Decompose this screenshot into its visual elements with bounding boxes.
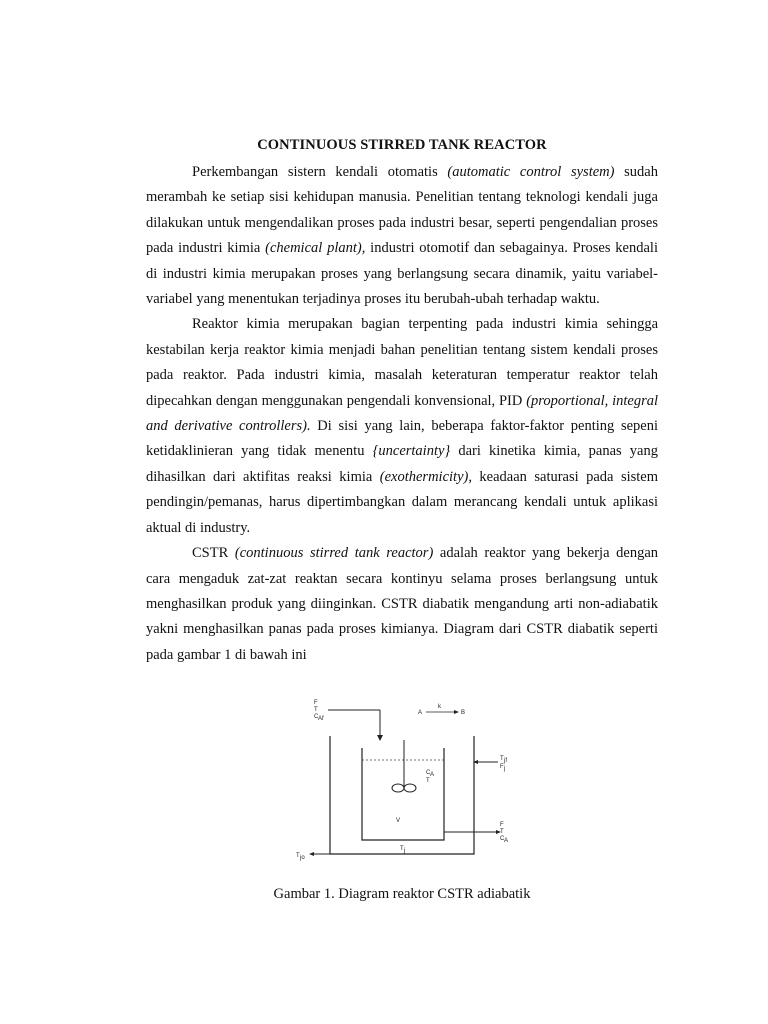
outlet-label-temp: T: [500, 829, 504, 835]
italic-term: (exothermicity),: [379, 468, 472, 485]
outlet-label-conc: C: [500, 836, 505, 842]
italic-term: (automatic control system): [447, 164, 615, 180]
text-run: Di sisi yang lain, beberapa faktor-faktor penting sepeni ketidaklinieran yang tidak menentu: [146, 418, 658, 460]
tank-label-conc: C: [426, 770, 431, 776]
jacket-outlet-temp-sub: jo: [300, 855, 305, 861]
reaction-rate: k: [438, 704, 441, 710]
inlet-label-temp: T: [314, 707, 318, 713]
reaction-product: B: [461, 710, 466, 716]
italic-term: (chemical plant),: [265, 240, 366, 257]
jacket-temp-label: T: [400, 846, 404, 852]
tank-label-conc-sub: A: [430, 772, 435, 778]
jacket-inlet-temp: T: [500, 756, 504, 762]
reaction-reactant: A: [418, 710, 423, 716]
text-run: industri otomotif dan sebagainya. Proses kendali di industri kimia merupakan proses yang berlangsung secara dinamik, yaitu variabel-variabel yang menentukan terjadinya proses itu berubah-ubah terhadap waktu.: [146, 240, 658, 308]
jacket-inlet-flow-sub: j: [504, 766, 506, 772]
text-run: Reaktor kimia merupakan bagian terpenting pada industri kimia sehingga kestabilan kerja reaktor kimia menjadi bahan penelitian tentang sistem kendali proses pada reaktor. Pada industri kimia, masalah keteraturan temperatur reaktor telah dipecahkan dengan menggunakan pengendali konvensional, PID: [146, 316, 658, 409]
text-run: sudah merambah ke setiap sisi kehidupan manusia. Penelitian tentang teknologi kendali juga dilakukan untuk mengendalikan proses pada industri besar, seperti pengendalian proses pada industri kimia: [146, 164, 658, 257]
jacket-temp-sub: j: [404, 848, 406, 854]
document-page: [146, 130, 658, 668]
inlet-label-conc-sub: Af: [318, 716, 324, 722]
text-run: dari kinetika kimia, panas yang dihasilkan dari aktifitas reaksi kimia: [146, 443, 658, 485]
inlet-label-conc: C: [314, 714, 319, 720]
text-run: Perkembangan sistern kendali otomatis: [192, 164, 448, 180]
jacket-inlet-temp-sub: jf: [504, 758, 507, 764]
italic-term: {uncertainty}: [372, 443, 451, 460]
italic-term: (continuous stirred tank reactor): [234, 545, 434, 562]
document-title: CONTINUOUS STIRRED TANK REACTOR: [257, 137, 547, 153]
outlet-label-flow: F: [500, 822, 504, 828]
paragraph-1: [146, 160, 658, 312]
inlet-label-flow: F: [314, 700, 318, 706]
italic-term: (proportional, integral and derivative controllers).: [146, 392, 659, 435]
cstr-diagram: [268, 690, 536, 876]
jacket-inlet-flow: F: [500, 764, 504, 770]
jacket-outlet-temp: T: [296, 853, 300, 859]
paragraph-2: [146, 312, 658, 541]
figure-caption: Gambar 1. Diagram reaktor CSTR adiabatik: [273, 886, 531, 902]
text-run: keadaan saturasi pada sistem pendingin/pemanas, harus dipertimbangkan dalam merancang kendali untuk aplikasi aktual di industry.: [146, 468, 658, 536]
tank-label-volume: V: [396, 818, 401, 824]
text-run: adalah reaktor yang bekerja dengan cara mengaduk zat-zat reaktan secara kontinyu selama proses berlangsung untuk menghasilkan produk yang diinginkan. CSTR diabatik mengandung arti non-adiabatik yakni menghasilkan panas pada proses kimianya. Diagram dari CSTR diabatik seperti pada gambar 1 di bawah ini: [146, 545, 659, 663]
cstr-diagram-figure: [268, 690, 536, 876]
text-run: CSTR: [192, 545, 235, 562]
tank-label-temp: T: [426, 778, 430, 784]
paragraph-3: [146, 541, 658, 668]
outlet-label-conc-sub: A: [504, 838, 509, 844]
